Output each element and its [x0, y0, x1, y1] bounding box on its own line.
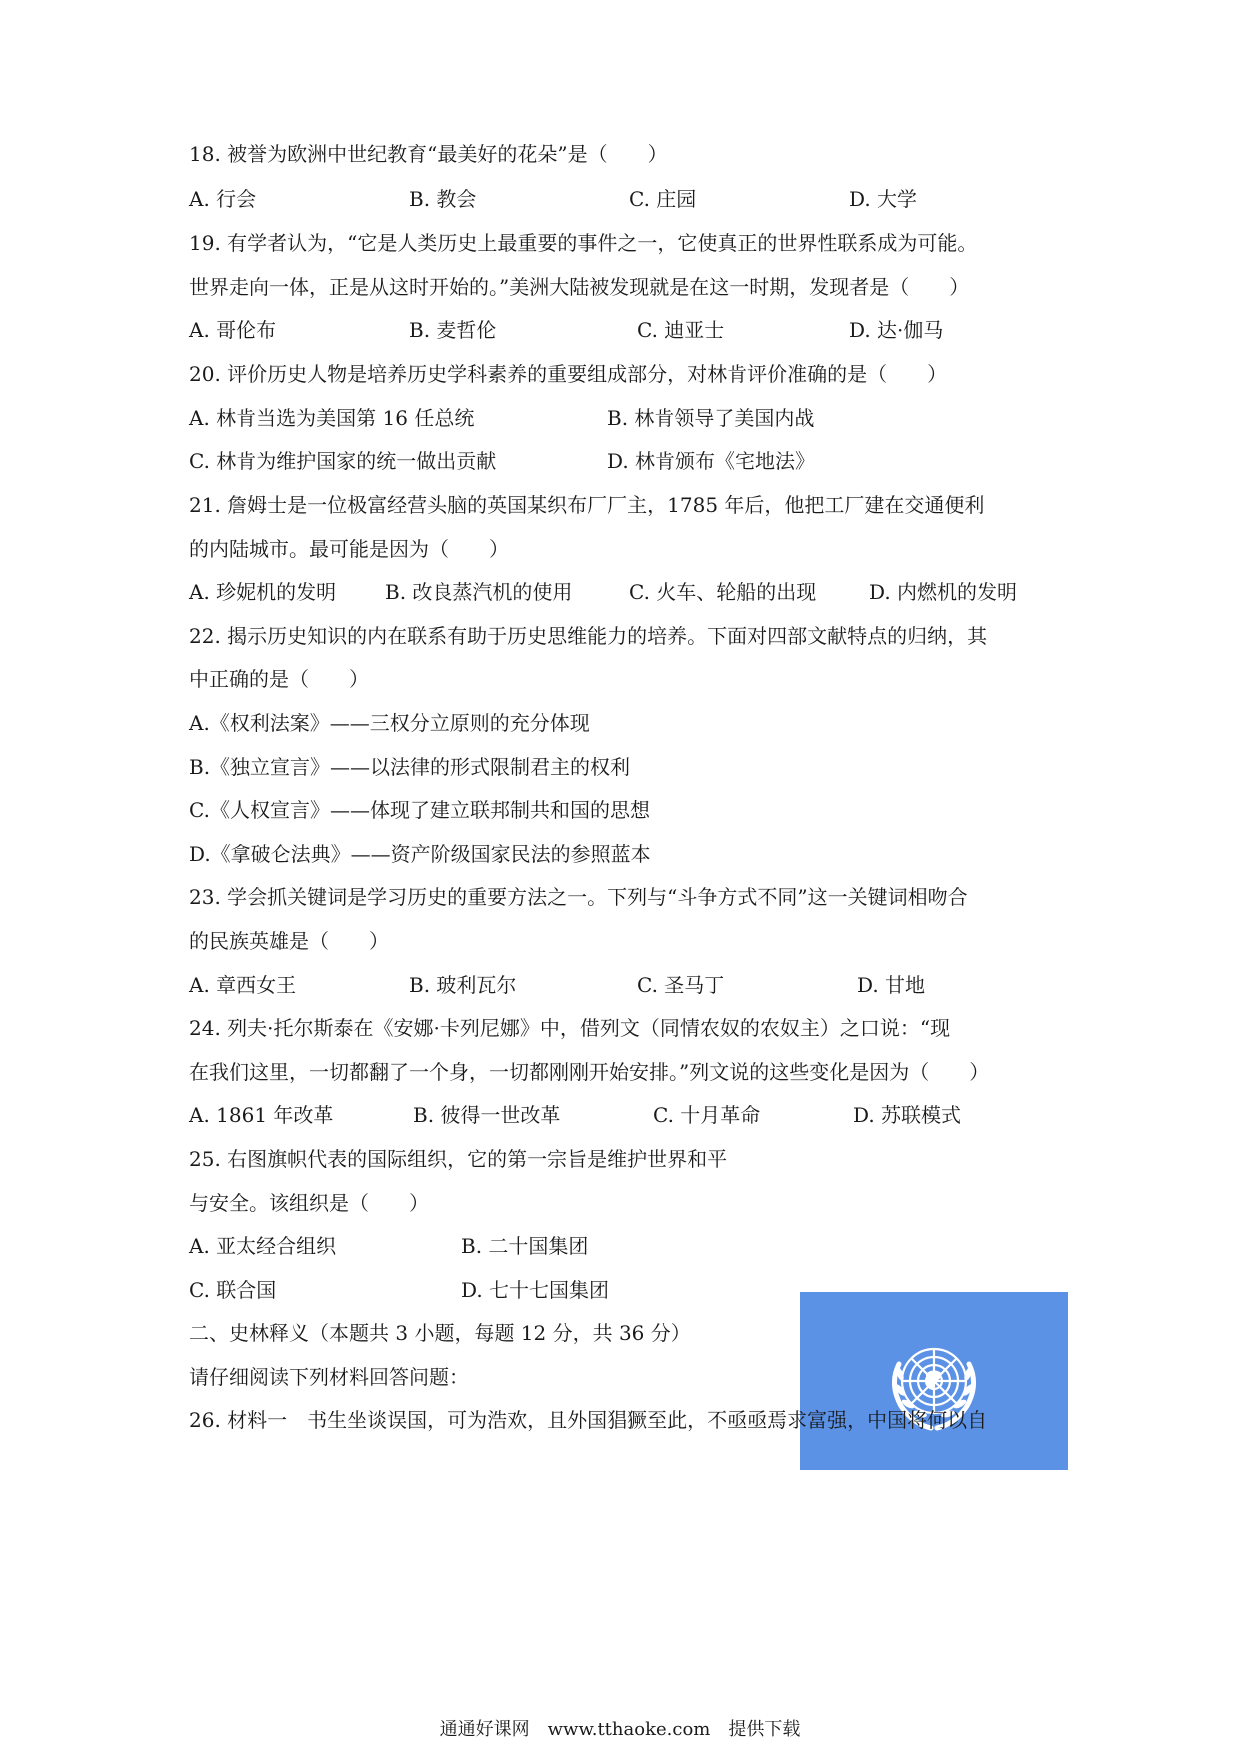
- q18-option-d: D. 大学: [849, 187, 918, 211]
- q18-option-c: C. 庄园: [629, 187, 697, 211]
- q22-stem-line1: 22. 揭示历史知识的内在联系有助于历史思维能力的培养。下面对四部文献特点的归纳，其: [189, 624, 988, 648]
- q22-option-b: B.《独立宣言》——以法律的形式限制君主的权利: [189, 755, 631, 779]
- q26-stem-line1: 26. 材料一 书生坐谈误国，可为浩欢，且外国猖獗至此，不亟亟焉求富强，中国将何以自: [189, 1408, 988, 1432]
- q24-stem-line1: 24. 列夫·托尔斯泰在《安娜·卡列尼娜》中，借列文（同情农奴的农奴主）之口说：“现: [189, 1016, 951, 1040]
- q20-stem: 20. 评价历史人物是培养历史学科素养的重要组成部分，对林肯评价准确的是（ ）: [189, 362, 948, 386]
- q24-option-a: A. 1861 年改革: [189, 1103, 334, 1127]
- q25-option-a: A. 亚太经合组织: [189, 1234, 337, 1258]
- q20-option-c: C. 林肯为维护国家的统一做出贡献: [189, 449, 497, 473]
- q25-stem-line2: 与安全。该组织是（ ）: [189, 1191, 429, 1215]
- q20-option-a: A. 林肯当选为美国第 16 任总统: [189, 406, 475, 430]
- q19-stem-line2: 世界走向一体，正是从这时开始的。”美洲大陆被发现就是在这一时期，发现者是（ ）: [189, 275, 970, 299]
- q22-stem-line2: 中正确的是（ ）: [189, 667, 369, 691]
- q21-option-d: D. 内燃机的发明: [869, 580, 1018, 604]
- q24-option-d: D. 苏联模式: [853, 1103, 962, 1127]
- q19-option-b: B. 麦哲伦: [409, 318, 497, 342]
- q23-option-a: A. 章西女王: [189, 973, 297, 997]
- q22-option-d: D.《拿破仑法典》——资产阶级国家民法的参照蓝本: [189, 842, 651, 866]
- q19-stem-line1: 19. 有学者认为，“它是人类历史上最重要的事件之一，它使真正的世界性联系成为可能。: [189, 231, 978, 255]
- q24-stem-line2: 在我们这里，一切都翻了一个身，一切都刚刚开始安排。”列文说的这些变化是因为（ ）: [189, 1060, 990, 1084]
- q21-stem-line2: 的内陆城市。最可能是因为（ ）: [189, 537, 509, 561]
- q23-stem-line2: 的民族英雄是（ ）: [189, 929, 389, 953]
- q21-option-b: B. 改良蒸汽机的使用: [385, 580, 573, 604]
- q25-option-b: B. 二十国集团: [461, 1234, 589, 1258]
- q19-option-d: D. 达·伽马: [849, 318, 944, 342]
- q23-option-c: C. 圣马丁: [637, 973, 725, 997]
- q25-stem-line1: 25. 右图旗帜代表的国际组织，它的第一宗旨是维护世界和平: [189, 1147, 728, 1171]
- q23-stem-line1: 23. 学会抓关键词是学习历史的重要方法之一。下列与“斗争方式不同”这一关键词相吻合: [189, 885, 968, 909]
- q22-option-c: C.《人权宣言》——体现了建立联邦制共和国的思想: [189, 798, 650, 822]
- q18-stem: 18. 被誉为欧洲中世纪教育“最美好的花朵”是（ ）: [189, 142, 668, 166]
- q25-option-d: D. 七十七国集团: [461, 1278, 610, 1302]
- q19-option-c: C. 迪亚士: [637, 318, 725, 342]
- q21-stem-line1: 21. 詹姆士是一位极富经营头脑的英国某织布厂厂主，1785 年后，他把工厂建在交通便利: [189, 493, 985, 517]
- section2-heading: 二、史林释义（本题共 3 小题，每题 12 分，共 36 分）: [189, 1321, 691, 1345]
- q22-option-a: A.《权利法案》——三权分立原则的充分体现: [189, 711, 590, 735]
- q21-option-a: A. 珍妮机的发明: [189, 580, 337, 604]
- footer-source: 通通好课网 www.tthaoke.com 提供下载: [439, 1719, 801, 1740]
- q21-option-c: C. 火车、轮船的出现: [629, 580, 817, 604]
- q23-option-d: D. 甘地: [857, 973, 926, 997]
- un-flag-image: [800, 1292, 1068, 1470]
- section2-instruction: 请仔细阅读下列材料回答问题：: [189, 1365, 469, 1389]
- q25-option-c: C. 联合国: [189, 1278, 277, 1302]
- q20-option-d: D. 林肯颁布《宅地法》: [607, 449, 816, 473]
- q24-option-c: C. 十月革命: [653, 1103, 761, 1127]
- q18-option-a: A. 行会: [189, 187, 257, 211]
- q18-option-b: B. 教会: [409, 187, 477, 211]
- q20-option-b: B. 林肯领导了美国内战: [607, 406, 815, 430]
- q23-option-b: B. 玻利瓦尔: [409, 973, 517, 997]
- q19-option-a: A. 哥伦布: [189, 318, 277, 342]
- un-emblem-icon: [800, 1292, 1068, 1470]
- q24-option-b: B. 彼得一世改革: [413, 1103, 561, 1127]
